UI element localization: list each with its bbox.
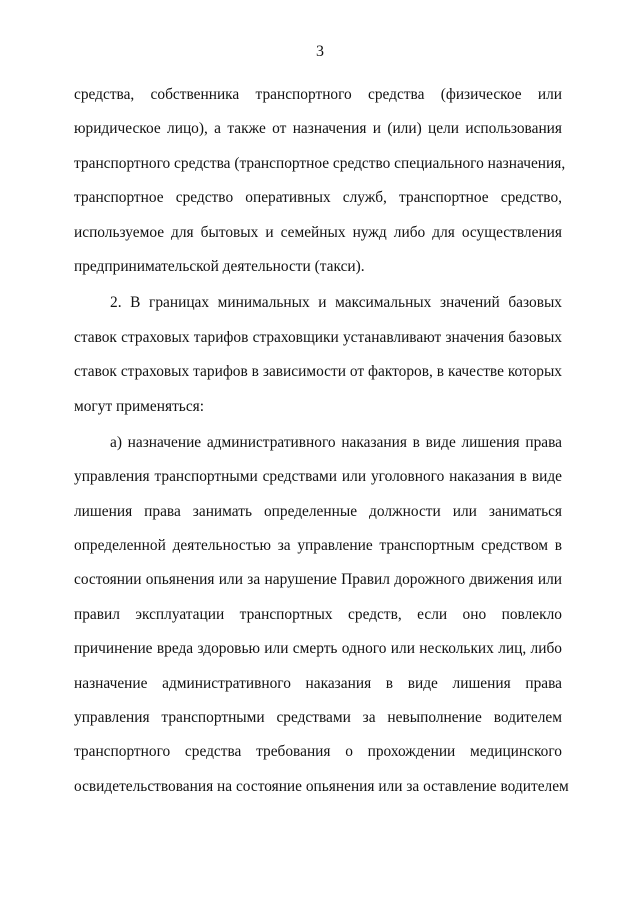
text-line: определенной деятельностью за управление транспортным средством в	[74, 537, 562, 555]
text-line: управления транспортными средствами за невыполнение водителем	[74, 709, 562, 727]
document-body	[74, 78, 569, 804]
paragraph-2	[74, 286, 562, 424]
text-line: могут применяться:	[74, 397, 205, 415]
text-line: состоянии опьянения или за нарушение Правил дорожного движения или	[74, 571, 562, 589]
text-line: транспортного средства требования о прохождении медицинского	[74, 743, 562, 761]
text-line: ставок страховых тарифов страховщики устанавливают значения базовых	[74, 328, 562, 346]
text-line: 2. В границах минимальных и максимальных значений базовых	[110, 294, 562, 312]
text-line: освидетельствования на состояние опьянения или за оставление водителем	[74, 777, 569, 795]
text-line: ставок страховых тарифов в зависимости от факторов, в качестве которых	[74, 363, 562, 381]
text-line: юридическое лицо), а также от назначения и (или) цели использования	[74, 120, 562, 138]
text-line: правил эксплуатации транспортных средств, если оно повлекло	[74, 605, 562, 623]
paragraph-1	[74, 78, 566, 284]
text-line: лишения права занимать определенные должности или заниматься	[74, 502, 562, 520]
text-line: транспортного средства (транспортное средство специального назначения,	[74, 154, 566, 172]
text-line: средства, собственника транспортного средства (физическое или	[74, 86, 562, 103]
text-line: предпринимательской деятельности (такси).	[74, 257, 365, 275]
text-line: назначение административного наказания в виде лишения права	[74, 674, 562, 692]
text-line: а) назначение административного наказания в виде лишения права	[110, 433, 562, 451]
page-number: 3	[316, 43, 324, 60]
text-line: транспортное средство оперативных служб, транспортное средство,	[74, 189, 562, 207]
paragraph-3	[74, 426, 569, 804]
text-line: управления транспортными средствами или уголовного наказания в виде	[74, 468, 562, 486]
text-line: используемое для бытовых и семейных нужд либо для осуществления	[74, 223, 562, 241]
text-line: причинение вреда здоровью или смерть одного или нескольких лиц, либо	[74, 640, 562, 658]
